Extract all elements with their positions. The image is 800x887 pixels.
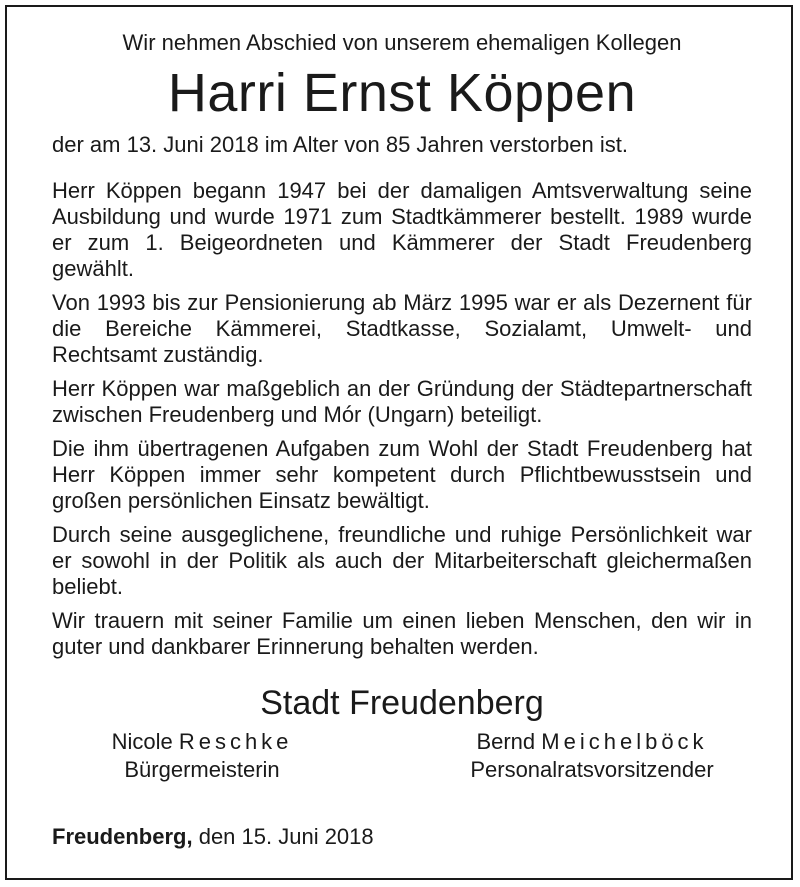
partnership-paragraph: Herr Köppen war maßgeblich an der Gründung der Städtepartnerschaft zwischen Freudenberg und Mór (Ungarn) beteiligt. [52,376,752,427]
signer-name [422,728,762,756]
signer-first-name: Nicole [111,729,173,754]
signer-role: Bürgermeisterin [124,757,280,782]
career-paragraph: Herr Köppen begann 1947 bei der damaligen Amtsverwaltung seine Ausbildung und wurde 1971 zum Stadtkämmerer bestellt. 1989 wurde er zum 1. Beigeordneten und Kämmerer der Stadt Freudenberg gewählt. [52,178,752,281]
deceased-name: Harri Ernst Köppen [167,63,637,123]
organization-name: Stadt Freudenberg [260,684,544,722]
signer-mayor [42,728,362,784]
obituary-notice [52,28,752,852]
closing-place: Freudenberg, [52,824,193,849]
signers [52,728,752,784]
closing-line [52,822,752,852]
mourning-paragraph: Wir trauern mit seiner Familie um einen lieben Menschen, den wir in guter und dankbarer Erinnerung behalten werden. [52,608,752,659]
signer-staff-council [422,728,762,784]
duties-paragraph: Die ihm übertragenen Aufgaben zum Wohl der Stadt Freudenberg hat Herr Köppen immer sehr kompetent durch Pflichtbewusstsein und großen persönlichen Einsatz bewältigt. [52,436,752,513]
signer-first-name: Bernd [476,729,536,754]
signer-last-name: Meichelböck [541,729,708,754]
signer-last-name: Reschke [178,729,293,754]
signer-role: Personalratsvorsitzender [470,757,714,782]
position-paragraph: Von 1993 bis zur Pensionierung ab März 1995 war er als Dezernent für die Bereiche Kämmerei, Stadtkasse, Sozialamt, Umwelt- und Rechtsamt zuständig. [52,290,752,367]
death-line: der am 13. Juni 2018 im Alter von 85 Jahren verstorben ist. [52,132,628,157]
intro-line: Wir nehmen Abschied von unserem ehemaligen Kollegen [122,30,682,55]
signer-name [42,728,362,756]
personality-paragraph: Durch seine ausgeglichene, freundliche und ruhige Persönlichkeit war er sowohl in der Politik als auch der Mitarbeiterschaft gleichermaßen beliebt. [52,522,752,599]
closing-date: den 15. Juni 2018 [198,824,374,849]
